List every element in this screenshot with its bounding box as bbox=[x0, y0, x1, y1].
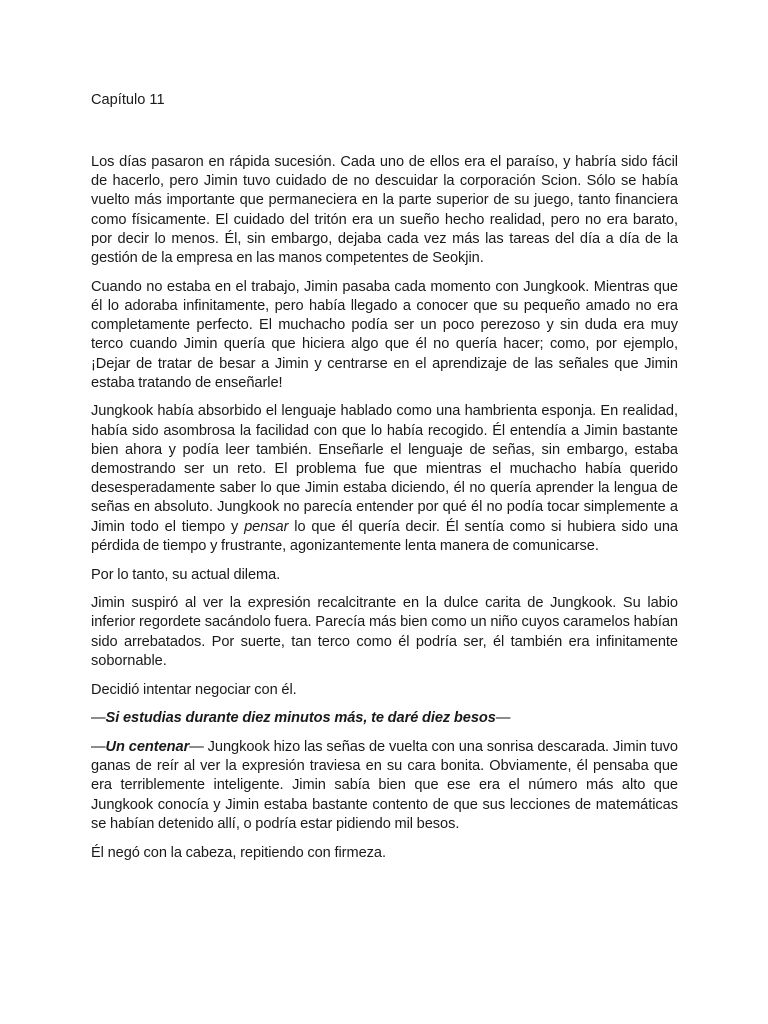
dialogue-2-dash-open: — bbox=[91, 738, 106, 755]
dialogue-1-dash-open: — bbox=[91, 710, 106, 727]
paragraph-5: Jimin suspiró al ver la expresión recalcitrante en la dulce carita de Jungkook. Su labio inferior regordete sacándolo fuera. Parecía más bien como un niño cuyos caramelos habían sido arrebatados. Por suerte, tan terco como él podría ser, él también era infinitamente sobornable. bbox=[91, 595, 678, 669]
chapter-heading: Capítulo 11 bbox=[91, 92, 165, 108]
dialogue-1-speech: Si estudias durante diez minutos más, te daré diez besos bbox=[105, 710, 496, 727]
paragraph-6: Decidió intentar negociar con él. bbox=[91, 681, 297, 698]
dialogue-1-dash-close: — bbox=[495, 710, 511, 727]
paragraph-3-text-b: lo que él quería decir. Él sentía como si hubiera sido una pérdida de tiempo y frustrante, agonizantemente lenta manera de comunicarse. bbox=[91, 518, 678, 554]
paragraph-3-emphasis: pensar bbox=[244, 518, 289, 535]
paragraph-2: Cuando no estaba en el trabajo, Jimin pasaba cada momento con Jungkook. Mientras que él lo adoraba infinitamente, pero había llegado a conocer que su pequeño amado no era completamente perfecto. El muchacho podía ser un poco perezoso y sin duda era muy terco cuando Jimin quería que hiciera algo que él no quería hacer; como, por ejemplo, ¡Dejar de tratar de besar a Jimin y centrarse en el aprendizaje de las señales que Jimin estaba tratando de enseñarle! bbox=[91, 278, 678, 391]
paragraph-3-text-a: Jungkook había absorbido el lenguaje hablado como una hambrienta esponja. En realidad, había sido asombrosa la facilidad con que lo había recogido. Él entendía a Jimin bastante bien ahora y podía leer también. Enseñarle el lenguaje de señas, sin embargo, estaba demostrando ser un reto. El problema fue que mientras el muchacho había querido desesperadamente saber lo que Jimin estaba diciendo, él no quería aprender la lengua de señas en absoluto. Jungkook no parecía entender por qué él no podía tocar simplemente a Jimin todo el tiempo y bbox=[91, 403, 678, 535]
dialogue-line-1 bbox=[91, 709, 678, 728]
paragraph-4: Por lo tanto, su actual dilema. bbox=[91, 566, 281, 583]
dialogue-2-speech: Un centenar bbox=[105, 738, 190, 755]
paragraph-1: Los días pasaron en rápida sucesión. Cada uno de ellos era el paraíso, y habría sido fácil de hacerlo, pero Jimin tuvo cuidado de no descuidar la corporación Scion. Sólo se había vuelto más importante que permaneciera en la parte superior de su juego, tanto financiera como físicamente. El cuidado del tritón era un sueño hecho realidad, pero no era barato, por decir lo menos. Él, sin embargo, dejaba cada vez más las tareas del día a día de la gestión de la empresa en las manos competentes de Seokjin. bbox=[91, 154, 678, 267]
paragraph-3 bbox=[91, 402, 678, 556]
dialogue-2-narration: — Jungkook hizo las señas de vuelta con una sonrisa descarada. Jimin tuvo ganas de reír al ver la expresión traviesa en su cara bonita. Obviamente, él pensaba que era terriblemente inteligente. Jimin sabía bien que ese era el número más alto que Jungkook conocía y Jimin estaba bastante contento de que sus lecciones de matemáticas se habían detenido allí, o podría estar pidiendo mil besos. bbox=[91, 738, 678, 832]
dialogue-line-2 bbox=[91, 738, 678, 834]
paragraph-9: Él negó con la cabeza, repitiendo con firmeza. bbox=[91, 844, 386, 861]
